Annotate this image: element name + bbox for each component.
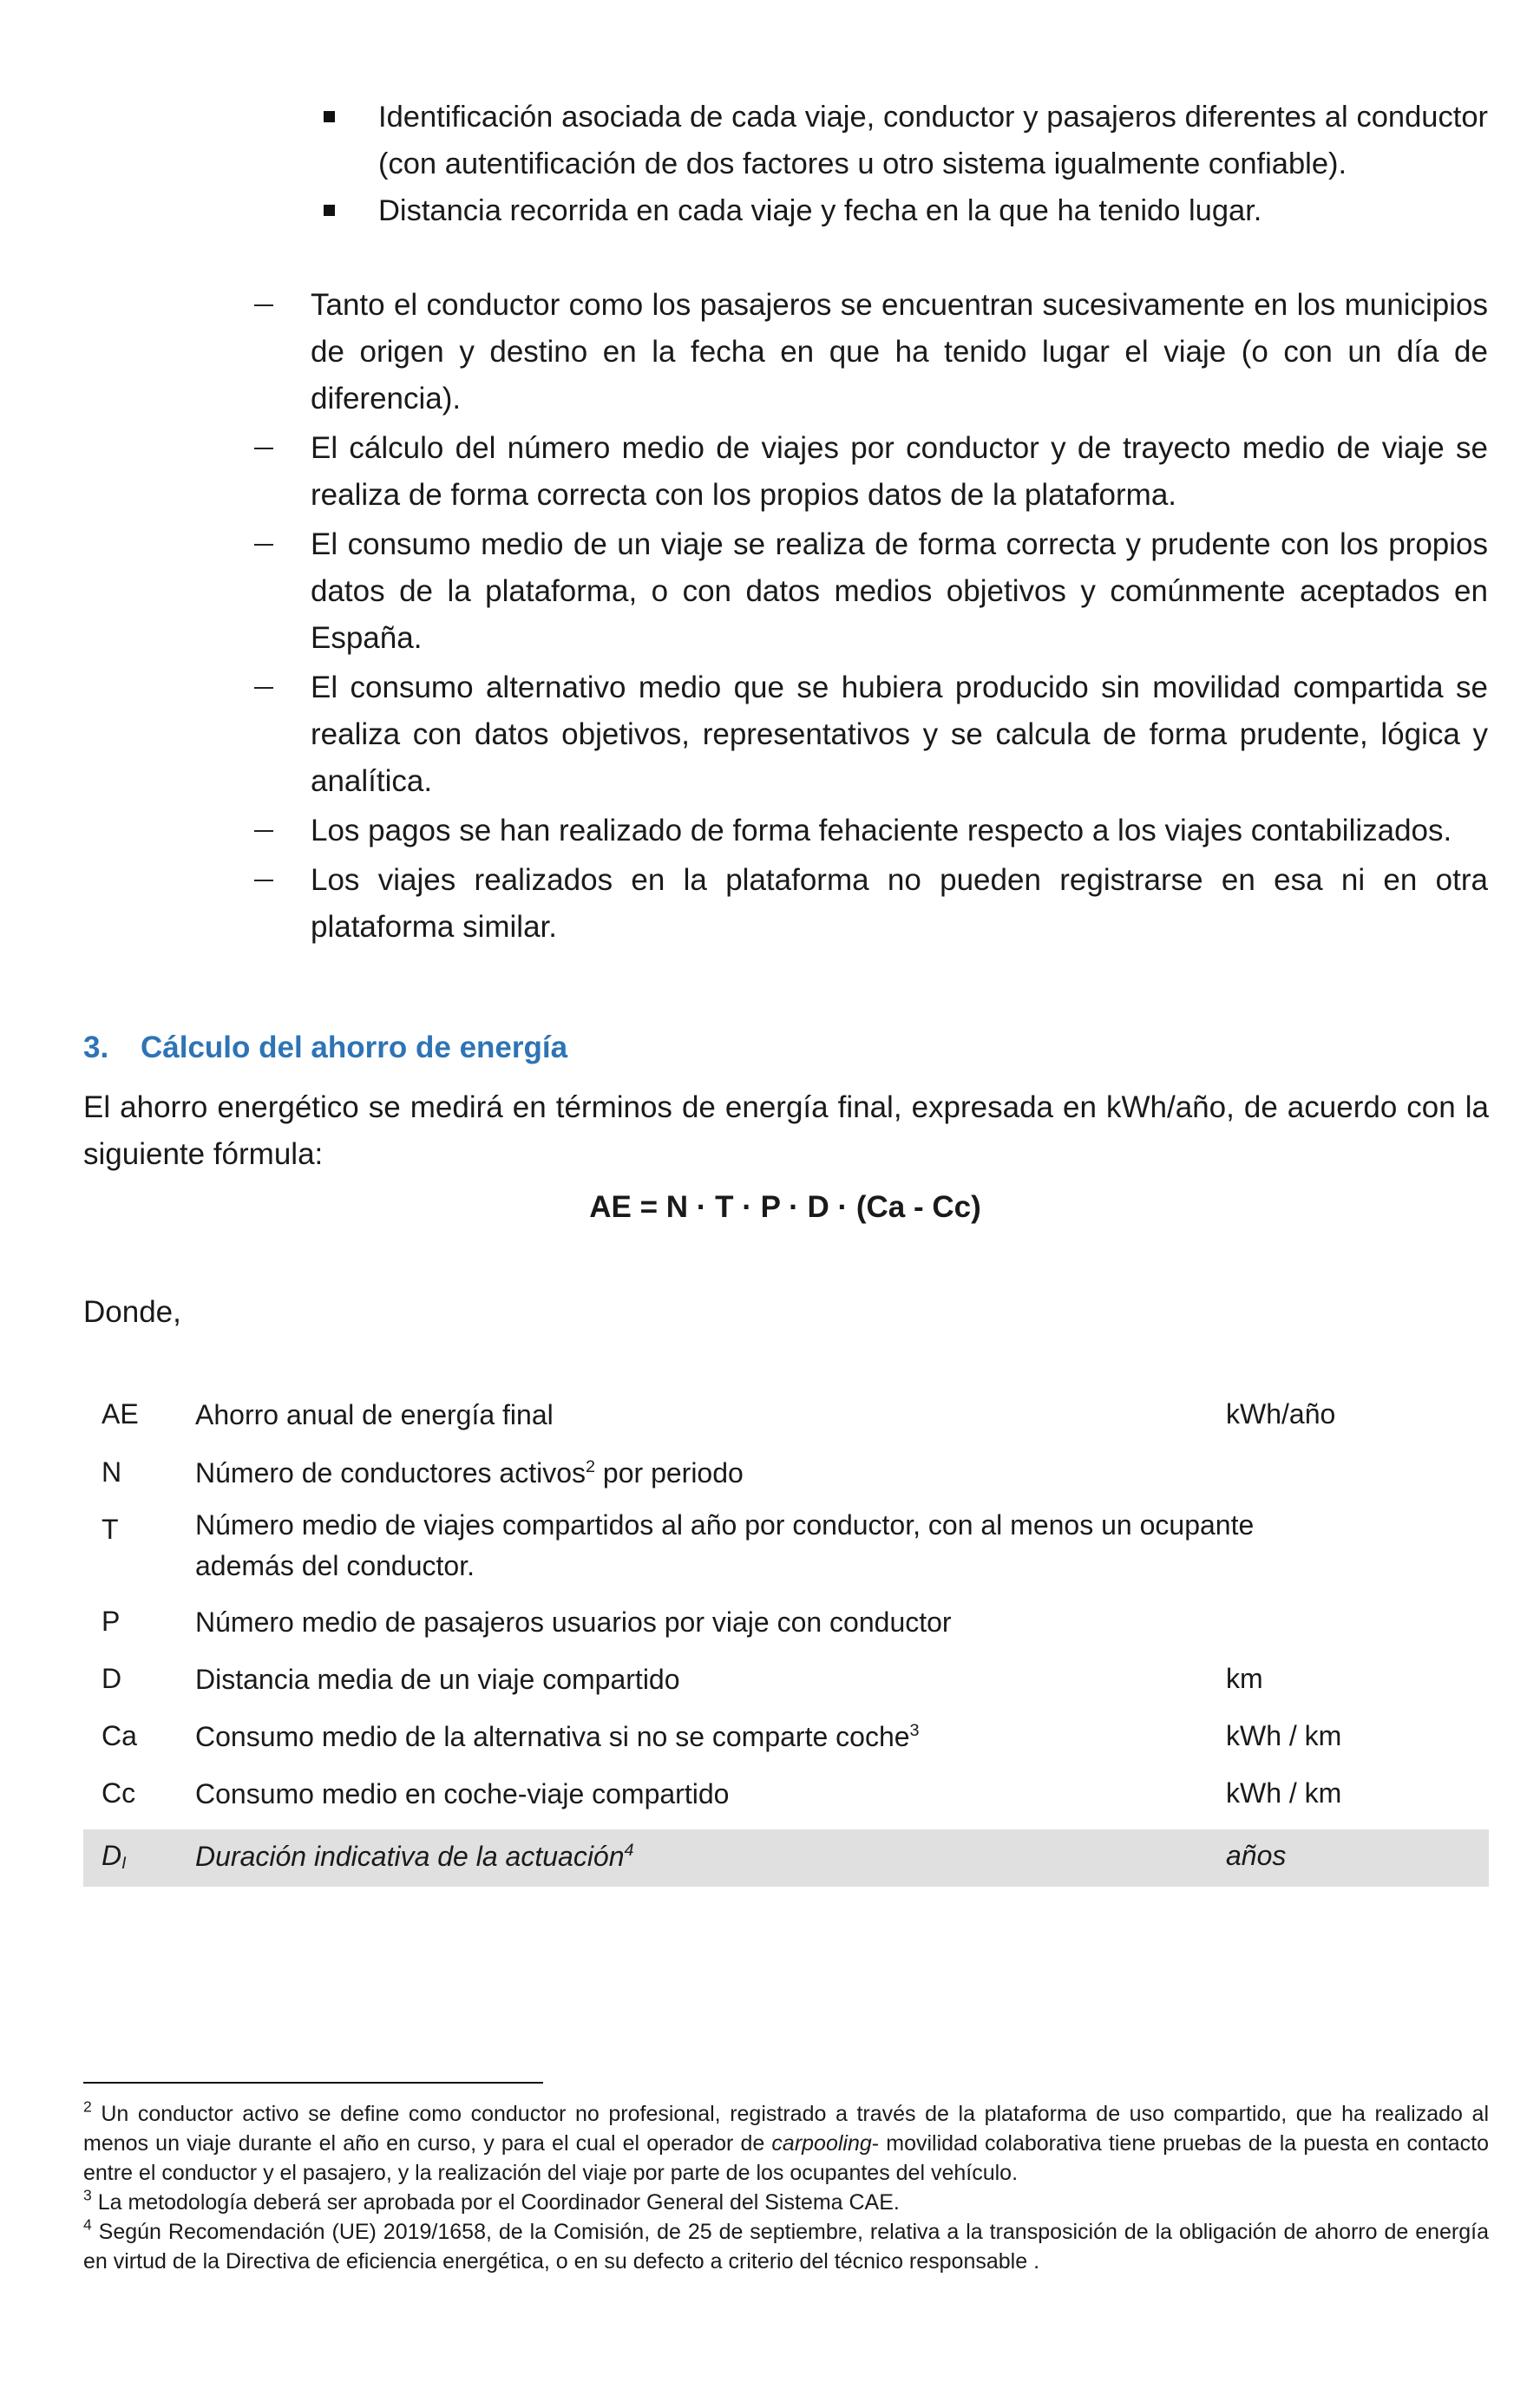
list-item: Identificación asociada de cada viaje, conductor y pasajeros diferentes al conductor (con autentificación de dos factores u otro sistema igualmente confiable). xyxy=(324,94,1488,187)
list-item: El cálculo del número medio de viajes por conductor y de trayecto medio de viaje se realiza de forma correcta con los propios datos de la plataforma. xyxy=(254,425,1488,519)
list-item: Tanto el conductor como los pasajeros se encuentran sucesivamente en los municipios de origen y destino en la fecha en que ha tenido lugar el viaje (o con un día de diferencia). xyxy=(254,282,1488,422)
dash-bullet-icon xyxy=(254,687,273,689)
square-bullet-icon xyxy=(324,205,335,216)
variable-description: Número medio de viajes compartidos al año por conductor, con al menos un ocupante además del conductor. xyxy=(195,1509,1255,1581)
variable-symbol: Cc xyxy=(102,1777,136,1809)
variable-description: Duración indicativa de la actuación$^4$ xyxy=(195,1841,634,1872)
variable-unit: kWh / km xyxy=(1226,1777,1342,1809)
variable-symbol: N xyxy=(102,1456,122,1488)
square-bullet-icon xyxy=(324,111,335,122)
dash-bullet-icon xyxy=(254,304,273,306)
table-row xyxy=(83,1717,1489,1774)
variable-symbol: AE xyxy=(102,1398,139,1430)
square-bullet-list xyxy=(324,94,1488,234)
variable-symbol: Ca xyxy=(102,1720,137,1751)
variable-description: Ahorro anual de energía final xyxy=(195,1399,554,1430)
footnote-number: 4 xyxy=(83,2215,92,2234)
energy-formula: AE = N · T · P · D · (Ca - Cc) xyxy=(589,1190,981,1224)
dash-bullet-icon xyxy=(254,830,273,832)
table-row xyxy=(83,1505,1489,1602)
footnote: $^4$ Según Recomendación (UE) 2019/1658, de la Comisión, de 25 de septiembre, relativa a la transposición de la obligación de ahorro de energía en virtud de la Directiva de eficiencia energética, o en su defecto a criterio del técnico responsable . xyxy=(83,2215,1489,2274)
variable-description: Consumo medio de la alternativa si no se comparte coche$^3$ xyxy=(195,1721,920,1752)
variable-description: Número medio de pasajeros usuarios por viaje con conductor xyxy=(195,1606,952,1638)
table-row xyxy=(83,1774,1489,1829)
dash-bullet-list xyxy=(254,282,1488,953)
footnote-number: 2 xyxy=(83,2097,92,2116)
footnote: $^3$ La metodología deberá ser aprobada por el Coordinador General del Sistema CAE. xyxy=(83,2186,900,2215)
variable-description: Número de conductores activos$^2$ por periodo xyxy=(195,1457,744,1489)
variable-symbol: T xyxy=(102,1514,119,1545)
footnote-ref: 4 xyxy=(624,1841,634,1861)
dash-bullet-icon xyxy=(254,448,273,449)
dash-bullet-icon xyxy=(254,544,273,546)
footnote-divider xyxy=(83,2082,543,2084)
list-item: Los viajes realizados en la plataforma no pueden registrarse en esa ni en otra plataforma similar. xyxy=(254,857,1488,951)
variable-description: Distancia media de un viaje compartido xyxy=(195,1664,680,1695)
footnotes xyxy=(83,2099,1489,2276)
footnote-ref: 3 xyxy=(909,1721,920,1741)
table-row xyxy=(83,1453,1489,1505)
table-row xyxy=(83,1659,1489,1717)
variable-symbol: D xyxy=(102,1663,122,1694)
variable-unit: kWh / km xyxy=(1226,1720,1342,1751)
variable-unit: km xyxy=(1226,1663,1263,1694)
footnote-ref: 2 xyxy=(586,1457,596,1477)
section-heading xyxy=(83,1026,1471,1070)
table-row-highlighted xyxy=(83,1829,1489,1887)
dash-bullet-icon xyxy=(254,880,273,881)
variables-table xyxy=(83,1395,1489,1887)
table-row xyxy=(83,1602,1489,1659)
section-title: Cálculo del ahorro de energía xyxy=(141,1031,568,1064)
footnote: $^2$ Un conductor activo se define como conductor no profesional, registrado a través de la plataforma de uso compartido, que ha realizado al menos un viaje durante el año en curso, y para el cual el operador de carpooling- movilidad colaborativa tiene pruebas de la puesta en contacto entre el conductor y el pasajero, y la realización del viaje por parte de los ocupantes del vehículo. xyxy=(83,2097,1489,2185)
table-row xyxy=(83,1395,1489,1453)
variable-description: Consumo medio en coche-viaje compartido xyxy=(195,1778,730,1809)
list-item: Distancia recorrida en cada viaje y fecha en la que ha tenido lugar. xyxy=(324,187,1488,234)
intro-paragraph: El ahorro energético se medirá en términos de energía final, expresada en kWh/año, de acuerdo con la siguiente fórmula: xyxy=(83,1090,1489,1171)
footnote-number: 3 xyxy=(83,2186,92,2204)
list-item: El consumo medio de un viaje se realiza de forma correcta y prudente con los propios datos de la plataforma, o con datos medios objetivos y comúnmente aceptados en España. xyxy=(254,521,1488,662)
variable-symbol: $D_I$ xyxy=(102,1840,127,1873)
variable-symbol: P xyxy=(102,1606,121,1637)
variable-unit: años xyxy=(1226,1840,1287,1871)
list-item: Los pagos se han realizado de forma fehaciente respecto a los viajes contabilizados. xyxy=(254,808,1488,854)
section-number: 3. xyxy=(83,1031,109,1064)
variable-unit: kWh/año xyxy=(1226,1398,1336,1430)
donde-label: Donde, xyxy=(83,1295,181,1329)
list-item: El consumo alternativo medio que se hubiera producido sin movilidad compartida se realiza con datos objetivos, representativos y se calcula de forma prudente, lógica y analítica. xyxy=(254,664,1488,805)
